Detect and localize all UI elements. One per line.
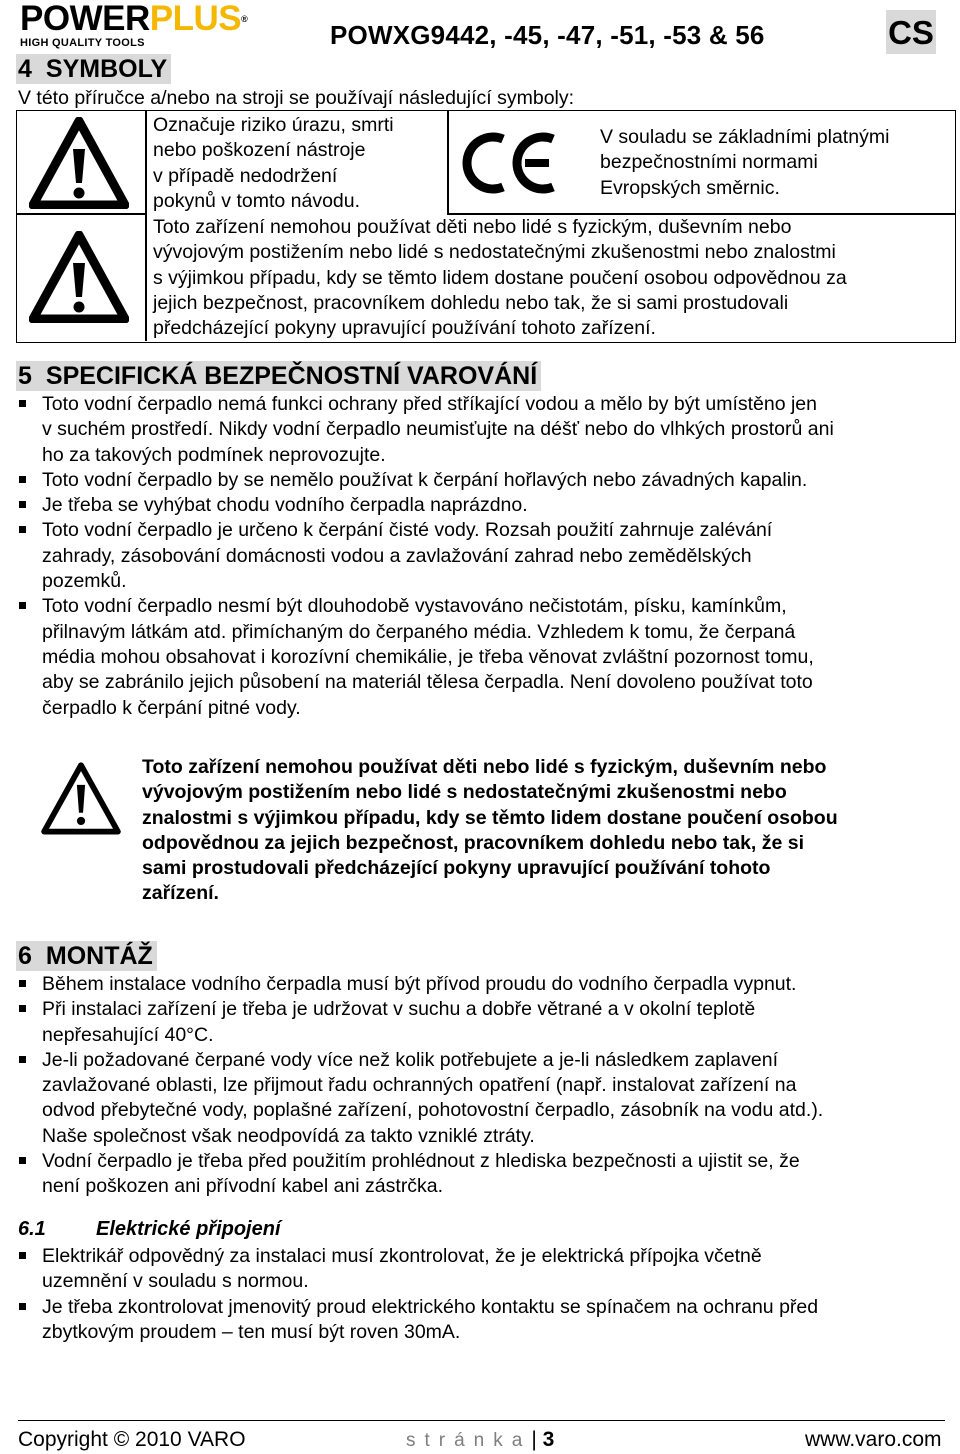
subsection-number: 6.1 xyxy=(18,1218,46,1240)
section-4-heading xyxy=(16,54,171,84)
text-line: pozemků. xyxy=(42,570,127,593)
text-line: nepřesahující 40°C. xyxy=(42,1023,214,1046)
text-line: uzemnění v souladu s normou. xyxy=(42,1270,309,1293)
text-line: Toto vodní čerpadlo nesmí být dlouhodobě vystavováno nečistotám, písku, kamínkům, xyxy=(42,595,787,618)
text-line: s výjimkou případu, kdy se těmto lidem dostane poučení osobou odpovědnou za xyxy=(153,266,847,289)
ce-mark-icon xyxy=(461,131,561,195)
section-number: 5 xyxy=(18,362,32,390)
text-line: znalostmi s výjimkou případu, kdy se těmto lidem dostane poučení osobou xyxy=(142,806,838,829)
text-line: Toto vodní čerpadlo nemá funkci ochrany před stříkající vodou a mělo by být umístěno jen xyxy=(42,393,818,415)
list-item xyxy=(18,1149,948,1200)
section-5-heading xyxy=(16,361,541,391)
text-line: Během instalace vodního čerpadla musí být přívod proudu do vodního čerpadla vypnut. xyxy=(42,973,797,995)
text-line: V souladu se základními platnými xyxy=(600,126,890,148)
text-line: Toto vodní čerpadlo je určeno k čerpání čisté vody. Rozsah použití zahrnuje zalévání xyxy=(42,519,773,542)
footer-page-indicator xyxy=(406,1428,554,1452)
text-line: vývojovým postižením nebo lidé s nedostatečnými zkušenostmi nebo xyxy=(142,781,787,804)
text-line: vývojovým postižením nebo lidé s nedostatečnými zkušenostmi nebo znalostmi xyxy=(153,241,836,264)
text-line: odvod přebytečné vody, poplašné zařízení, pohotovostní čerpadlo, zásobník na vodu atd.). xyxy=(42,1099,824,1122)
warning-symbol-text xyxy=(153,113,394,214)
text-line: nebo poškození nástroje xyxy=(153,139,366,162)
page-label: stránka xyxy=(406,1430,532,1451)
text-line: ho za takových podmínek neprovozujte. xyxy=(42,443,386,466)
footer-copyright: Copyright © 2010 VARO xyxy=(18,1428,246,1451)
text-line: zařízení. xyxy=(142,882,219,905)
footer-divider xyxy=(18,1420,945,1421)
text-line: pokynů v tomto návodu. xyxy=(153,189,361,212)
logo-text-plus: PLUS xyxy=(149,0,242,38)
text-line: Toto zařízení nemohou používat děti nebo lidé s fyzickým, duševním nebo xyxy=(142,756,827,778)
list-item xyxy=(18,1244,948,1295)
text-line: jejich bezpečnost, pracovníkem dohledu nebo tak, že si sami prostudovali xyxy=(153,291,789,314)
text-line: Toto zařízení nemohou používat děti nebo lidé s fyzickým, duševním nebo xyxy=(153,216,792,238)
page-number: 3 xyxy=(542,1428,555,1451)
children-warning-text xyxy=(153,215,847,341)
ce-symbol-text xyxy=(600,125,889,201)
text-line: předcházející pokyny upravující používání tohoto zařízení. xyxy=(153,317,656,340)
section-title: SYMBOLY xyxy=(45,55,168,83)
symbols-intro: V této příručce a/nebo na stroji se používají následující symboly: xyxy=(18,87,575,109)
installation-list xyxy=(18,972,948,1200)
children-warning-bold xyxy=(142,755,942,907)
list-item xyxy=(18,392,948,468)
list-item xyxy=(18,493,948,518)
list-item xyxy=(18,468,948,493)
text-line: Při instalaci zařízení je třeba je udržovat v suchu a dobře větrané a v okolní teplotě xyxy=(42,998,756,1021)
text-line: bezpečnostními normami xyxy=(600,151,818,174)
page-separator: | xyxy=(531,1428,537,1451)
electrical-connection-list xyxy=(18,1244,948,1345)
list-item xyxy=(18,1048,948,1149)
list-item xyxy=(18,518,948,594)
text-line: přilnavým látkám atd. přimíchaným do čerpaného média. Vzhledem k tomu, že čerpaná xyxy=(42,620,796,643)
warning-triangle-icon xyxy=(29,231,129,323)
text-line: odpovědnou za jejich bezpečnost, pracovníkem dohledu nebo tak, že si xyxy=(142,831,805,854)
subsection-title: Elektrické připojení xyxy=(96,1218,281,1240)
text-line: zbytkovým proudem – ten musí být roven 30mA. xyxy=(42,1320,461,1343)
logo-registered: ® xyxy=(241,14,248,24)
section-number: 6 xyxy=(18,942,32,970)
language-badge: CS xyxy=(886,10,936,54)
list-item xyxy=(18,997,948,1048)
warning-triangle-icon xyxy=(29,117,129,209)
text-line: Evropských směrnic. xyxy=(600,176,780,199)
list-item xyxy=(18,972,948,997)
section-6-heading xyxy=(16,941,157,971)
text-line: čerpadlo k čerpání pitné vody. xyxy=(42,696,301,719)
text-line: aby se zabránilo jejich působení na materiál tělesa čerpadla. Není dovoleno používat toto xyxy=(42,671,813,694)
text-line: Je třeba zkontrolovat jmenovitý proud elektrického kontaktu se spínačem na ochranu před xyxy=(42,1295,819,1318)
text-line: Toto vodní čerpadlo by se nemělo používat k čerpání hořlavých nebo závadných kapalin. xyxy=(42,468,808,491)
model-title: POWXG9442, -45, -47, -51, -53 & 56 xyxy=(330,20,765,50)
text-line: zahrady, zásobování domácnosti vodou a zavlažování zahrad nebo zemědělských xyxy=(42,544,752,567)
logo-tagline: HIGH QUALITY TOOLS xyxy=(20,37,145,49)
warning-triangle-icon xyxy=(40,760,122,836)
subsection-6-1-heading xyxy=(18,1218,281,1241)
brand-logo xyxy=(20,0,282,49)
text-line: Vodní čerpadlo je třeba před použitím prohlédnout z hlediska bezpečnosti a ujistit se, že xyxy=(42,1150,800,1173)
section-number: 4 xyxy=(18,55,32,83)
text-line: v suchém prostředí. Nikdy vodní čerpadlo neumisťujte na déšť nebo do vlhkých prostorů ani xyxy=(42,418,834,441)
text-line: Označuje riziko úrazu, smrti xyxy=(153,114,394,136)
footer-url: www.varo.com xyxy=(805,1428,942,1451)
text-line: média mohou obsahovat i korozívní chemikálie, je třeba věnovat zvláštní pozornost tomu, xyxy=(42,645,814,668)
text-line: není poškozen ani přívodní kabel ani zástrčka. xyxy=(42,1175,444,1198)
list-item xyxy=(18,1295,948,1346)
section-title: MONTÁŽ xyxy=(45,942,153,970)
text-line: Naše společnost však neodpovídá za takto vzniklé ztráty. xyxy=(42,1124,535,1147)
list-item xyxy=(18,594,948,720)
text-line: v případě nedodržení xyxy=(153,164,338,187)
logo-text-power: POWER xyxy=(20,0,150,38)
symbols-table xyxy=(16,110,956,343)
text-line: sami prostudovali předcházející pokyny upravující používání tohoto xyxy=(142,857,771,880)
text-line: Je-li požadované čerpané vody více než kolik potřebujete a je-li následkem zaplavení xyxy=(42,1048,779,1071)
section-title: SPECIFICKÁ BEZPEČNOSTNÍ VAROVÁNÍ xyxy=(45,362,538,390)
safety-warnings-list xyxy=(18,392,948,721)
text-line: zavlažované oblasti, lze přijmout řadu ochranných opatření (např. instalovat zařízení na xyxy=(42,1074,797,1097)
text-line: Elektrikář odpovědný za instalaci musí zkontrolovat, že je elektrická přípojka včetně xyxy=(42,1245,762,1267)
text-line: Je třeba se vyhýbat chodu vodního čerpadla naprázdno. xyxy=(42,494,528,517)
